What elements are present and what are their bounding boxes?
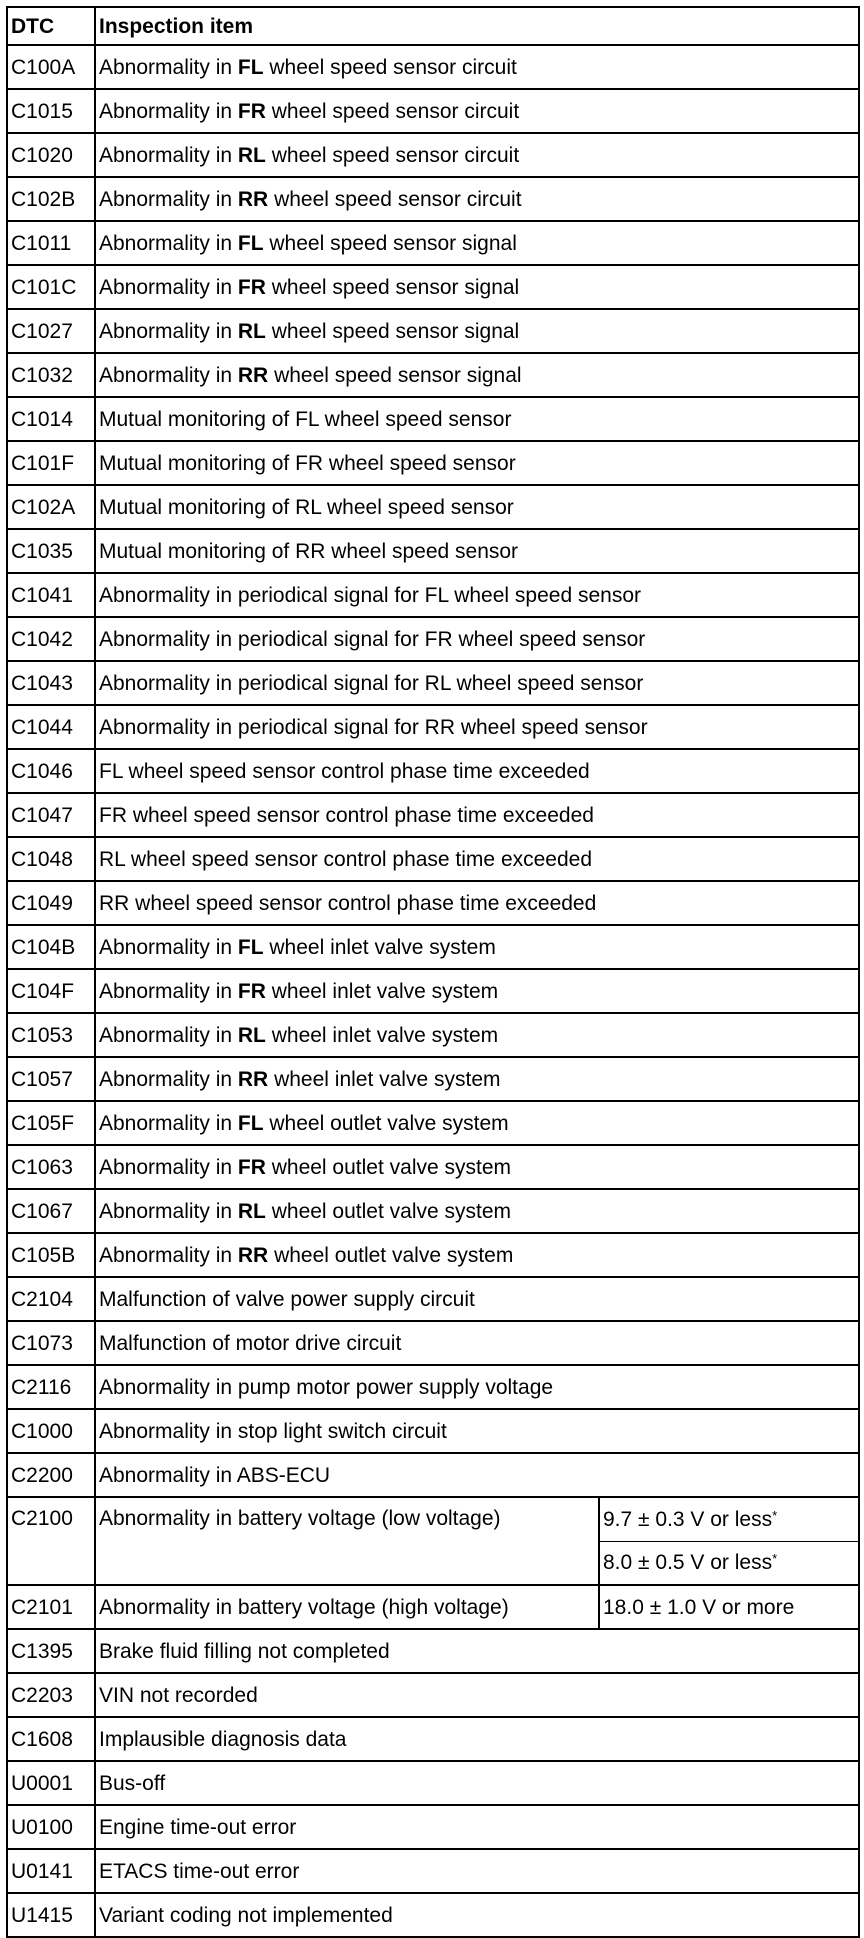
inspection-item: Abnormality in periodical signal for FL wheel speed sensor — [95, 573, 859, 617]
wheel-position: RL — [237, 1023, 266, 1047]
wheel-position: FR — [237, 275, 266, 299]
dtc-code: C105B — [7, 1233, 95, 1277]
wheel-position: FR — [237, 99, 266, 123]
table-row — [7, 177, 859, 221]
table-row — [7, 1277, 859, 1321]
table-row — [7, 1145, 859, 1189]
inspection-item: Abnormality in RR wheel outlet valve system — [95, 1233, 859, 1277]
table-row — [7, 1849, 859, 1893]
dtc-code: C1046 — [7, 749, 95, 793]
inspection-item: Abnormality in stop light switch circuit — [95, 1409, 859, 1453]
dtc-code: C1042 — [7, 617, 95, 661]
wheel-position: FL — [237, 231, 264, 255]
inspection-item: Abnormality in FL wheel speed sensor signal — [95, 221, 859, 265]
dtc-code: C1395 — [7, 1629, 95, 1673]
dtc-code: C1608 — [7, 1717, 95, 1761]
table-row — [7, 617, 859, 661]
battery-high-row — [7, 1585, 859, 1629]
inspection-item: Abnormality in pump motor power supply voltage — [95, 1365, 859, 1409]
dtc-code: C1000 — [7, 1409, 95, 1453]
dtc-code: C2116 — [7, 1365, 95, 1409]
inspection-item: Abnormality in FL wheel inlet valve system — [95, 925, 859, 969]
wheel-position: FR — [237, 979, 266, 1003]
table-row — [7, 1673, 859, 1717]
table-row — [7, 969, 859, 1013]
dtc-code: C1044 — [7, 705, 95, 749]
inspection-item: Mutual monitoring of RR wheel speed sensor — [95, 529, 859, 573]
footnote-mark: * — [772, 1551, 778, 1567]
inspection-item: Abnormality in ABS-ECU — [95, 1453, 859, 1497]
table-row — [7, 441, 859, 485]
inspection-item: RL wheel speed sensor control phase time exceeded — [95, 837, 859, 881]
table-row — [7, 529, 859, 573]
inspection-item: ETACS time-out error — [95, 1849, 859, 1893]
table-row — [7, 881, 859, 925]
threshold-value — [599, 1497, 859, 1541]
dtc-rows-tail — [7, 1629, 859, 1937]
header-dtc: DTC — [7, 7, 95, 45]
dtc-code: U0100 — [7, 1805, 95, 1849]
table-row — [7, 573, 859, 617]
dtc-code: C1041 — [7, 573, 95, 617]
inspection-item: Abnormality in RL wheel outlet valve system — [95, 1189, 859, 1233]
inspection-item: Implausible diagnosis data — [95, 1717, 859, 1761]
dtc-code: C101F — [7, 441, 95, 485]
dtc-code: C2100 — [7, 1497, 95, 1585]
threshold-text: 9.7 ± 0.3 V or less — [603, 1507, 773, 1531]
dtc-code: C2101 — [7, 1585, 95, 1629]
table-row — [7, 661, 859, 705]
inspection-item: Abnormality in FR wheel outlet valve system — [95, 1145, 859, 1189]
table-row — [7, 1189, 859, 1233]
wheel-position: RL — [237, 1199, 266, 1223]
inspection-item: Mutual monitoring of FR wheel speed sensor — [95, 441, 859, 485]
header-row — [7, 7, 859, 45]
inspection-item: Malfunction of valve power supply circuit — [95, 1277, 859, 1321]
table-row — [7, 837, 859, 881]
table-row — [7, 1013, 859, 1057]
dtc-code: C1057 — [7, 1057, 95, 1101]
inspection-item: Mutual monitoring of RL wheel speed sensor — [95, 485, 859, 529]
inspection-item: Abnormality in periodical signal for RR wheel speed sensor — [95, 705, 859, 749]
inspection-item: FR wheel speed sensor control phase time exceeded — [95, 793, 859, 837]
dtc-code: C1043 — [7, 661, 95, 705]
dtc-code: U0141 — [7, 1849, 95, 1893]
inspection-item: Malfunction of motor drive circuit — [95, 1321, 859, 1365]
dtc-code: U0001 — [7, 1761, 95, 1805]
table-row — [7, 1233, 859, 1277]
dtc-code: U1415 — [7, 1893, 95, 1937]
battery-rows — [7, 1497, 859, 1629]
inspection-item: FL wheel speed sensor control phase time exceeded — [95, 749, 859, 793]
inspection-item: Abnormality in periodical signal for RL wheel speed sensor — [95, 661, 859, 705]
dtc-code: C1063 — [7, 1145, 95, 1189]
inspection-item: Abnormality in FR wheel speed sensor signal — [95, 265, 859, 309]
table-row — [7, 1717, 859, 1761]
inspection-item: Abnormality in RL wheel speed sensor signal — [95, 309, 859, 353]
table-row — [7, 397, 859, 441]
wheel-position: FL — [237, 1111, 264, 1135]
dtc-code: C1047 — [7, 793, 95, 837]
wheel-position: FL — [237, 935, 264, 959]
wheel-position: RL — [237, 143, 266, 167]
table-row — [7, 1101, 859, 1145]
table-row — [7, 793, 859, 837]
dtc-code: C100A — [7, 45, 95, 89]
inspection-item: Abnormality in RR wheel speed sensor circuit — [95, 177, 859, 221]
dtc-code: C102A — [7, 485, 95, 529]
inspection-item: Abnormality in FL wheel outlet valve system — [95, 1101, 859, 1145]
dtc-code: C1073 — [7, 1321, 95, 1365]
dtc-code: C1015 — [7, 89, 95, 133]
dtc-code: C1049 — [7, 881, 95, 925]
inspection-item: Variant coding not implemented — [95, 1893, 859, 1937]
wheel-position: RR — [237, 187, 269, 211]
inspection-item: Abnormality in RL wheel inlet valve system — [95, 1013, 859, 1057]
dtc-code: C2104 — [7, 1277, 95, 1321]
dtc-code: C1053 — [7, 1013, 95, 1057]
table-row — [7, 1409, 859, 1453]
table-row — [7, 221, 859, 265]
wheel-position: FR — [237, 1155, 266, 1179]
dtc-code: C104B — [7, 925, 95, 969]
table-row — [7, 1629, 859, 1673]
wheel-position: FL — [237, 55, 264, 79]
table-row — [7, 353, 859, 397]
dtc-code: C1011 — [7, 221, 95, 265]
table-row — [7, 1805, 859, 1849]
table-row — [7, 45, 859, 89]
inspection-item: Abnormality in battery voltage (low voltage) — [95, 1497, 599, 1585]
dtc-code: C1027 — [7, 309, 95, 353]
inspection-item: Abnormality in FR wheel inlet valve system — [95, 969, 859, 1013]
table-row — [7, 133, 859, 177]
dtc-rows — [7, 45, 859, 1497]
inspection-item: RR wheel speed sensor control phase time exceeded — [95, 881, 859, 925]
dtc-code: C1014 — [7, 397, 95, 441]
threshold-value — [599, 1541, 859, 1585]
dtc-code: C1032 — [7, 353, 95, 397]
dtc-code: C1020 — [7, 133, 95, 177]
threshold-value: 18.0 ± 1.0 V or more — [599, 1585, 859, 1629]
table-row — [7, 749, 859, 793]
dtc-code: C1048 — [7, 837, 95, 881]
dtc-code: C2203 — [7, 1673, 95, 1717]
table-row — [7, 89, 859, 133]
dtc-code: C1067 — [7, 1189, 95, 1233]
inspection-item: Engine time-out error — [95, 1805, 859, 1849]
inspection-item: Bus-off — [95, 1761, 859, 1805]
battery-low-row-1 — [7, 1497, 859, 1541]
table-row — [7, 1365, 859, 1409]
table-row — [7, 1761, 859, 1805]
dtc-code: C101C — [7, 265, 95, 309]
wheel-position: RL — [237, 319, 266, 343]
wheel-position: RR — [237, 1243, 269, 1267]
dtc-code: C102B — [7, 177, 95, 221]
table-row — [7, 485, 859, 529]
table-row — [7, 1321, 859, 1365]
table-row — [7, 1453, 859, 1497]
dtc-code: C2200 — [7, 1453, 95, 1497]
inspection-item: Abnormality in FL wheel speed sensor circuit — [95, 45, 859, 89]
table-row — [7, 705, 859, 749]
inspection-item: Abnormality in RR wheel speed sensor signal — [95, 353, 859, 397]
inspection-item: Abnormality in FR wheel speed sensor circuit — [95, 89, 859, 133]
inspection-item: VIN not recorded — [95, 1673, 859, 1717]
dtc-table — [6, 6, 860, 1938]
dtc-code: C1035 — [7, 529, 95, 573]
inspection-item: Abnormality in periodical signal for FR wheel speed sensor — [95, 617, 859, 661]
inspection-item: Abnormality in RL wheel speed sensor circuit — [95, 133, 859, 177]
inspection-item: Mutual monitoring of FL wheel speed sensor — [95, 397, 859, 441]
wheel-position: RR — [237, 1067, 269, 1091]
footnote-mark: * — [772, 1507, 778, 1523]
table-row — [7, 925, 859, 969]
table-row — [7, 265, 859, 309]
table-row — [7, 309, 859, 353]
threshold-text: 8.0 ± 0.5 V or less — [603, 1551, 773, 1575]
wheel-position: RR — [237, 363, 269, 387]
table-row — [7, 1893, 859, 1937]
table-row — [7, 1057, 859, 1101]
inspection-item: Brake fluid filling not completed — [95, 1629, 859, 1673]
dtc-code: C105F — [7, 1101, 95, 1145]
inspection-item: Abnormality in battery voltage (high voltage) — [95, 1585, 599, 1629]
header-inspection-item: Inspection item — [95, 7, 859, 45]
dtc-code: C104F — [7, 969, 95, 1013]
inspection-item: Abnormality in RR wheel inlet valve system — [95, 1057, 859, 1101]
